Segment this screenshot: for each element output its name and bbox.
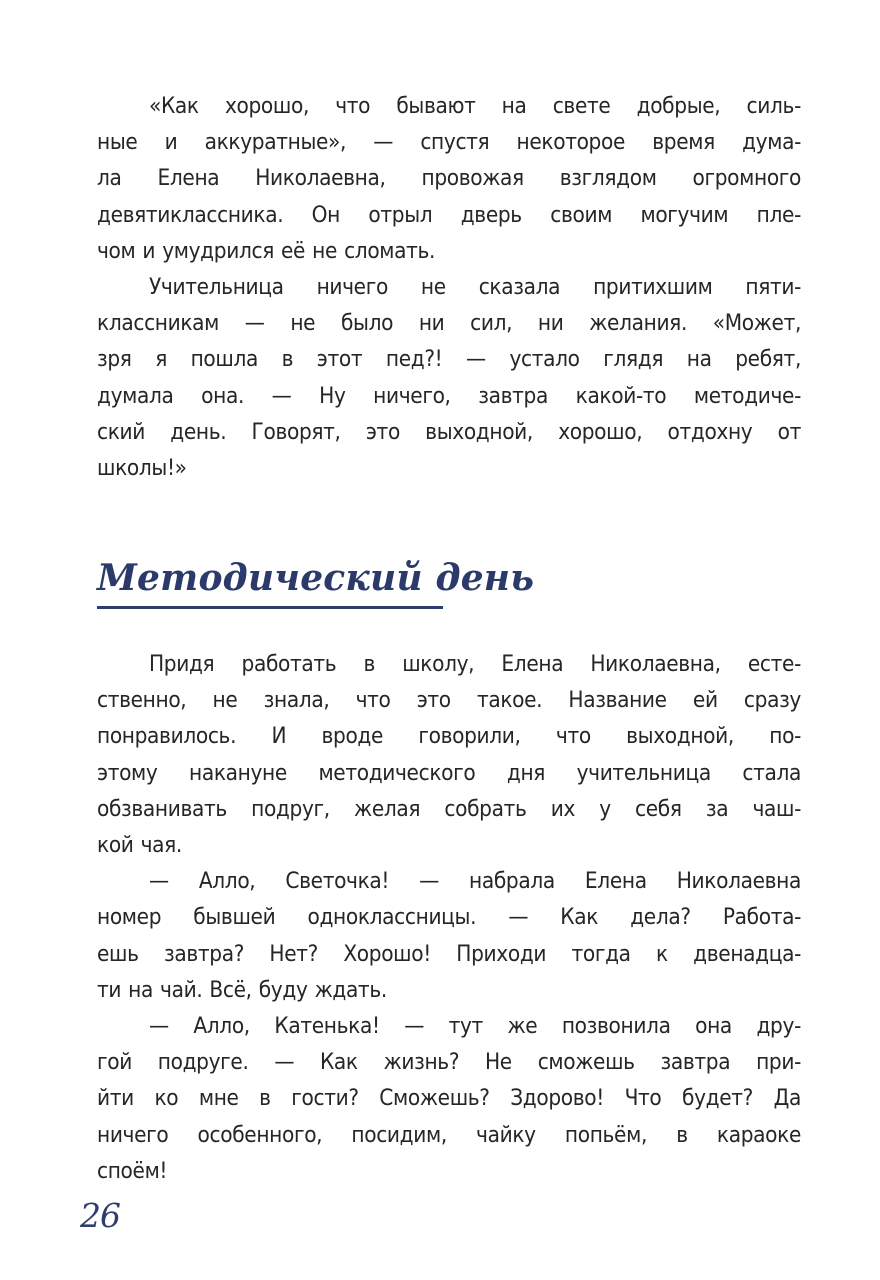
text-line: Придя работать в школу, Елена Николаевна, есте- — [149, 651, 801, 677]
text-line: девятиклассника. Он отрыл дверь своим могучим пле- — [97, 201, 801, 228]
page-number: 26 — [80, 1196, 120, 1235]
text-line: обзванивать подруг, желая собрать их у себя за чаш- — [97, 795, 801, 822]
paragraph — [97, 863, 801, 1008]
paragraph — [97, 646, 801, 863]
section-text-block — [97, 646, 801, 1189]
text-line: гой подруге. — Как жизнь? Не сможешь завтра при- — [97, 1049, 801, 1076]
intro-text-block — [97, 88, 801, 486]
text-line: — Алло, Катенька! — тут же позвонила она дру- — [149, 1013, 801, 1040]
text-line: этому накануне методического дня учительница стала — [97, 759, 801, 786]
text-line: йти ко мне в гости? Сможешь? Здорово! Что будет? Да — [97, 1085, 801, 1112]
text-line: ничего особенного, посидим, чайку попьём, в караоке — [97, 1121, 801, 1148]
text-line: понравилось. И вроде говорили, что выходной, по- — [97, 723, 801, 750]
text-line: ные и аккуратные», — спустя некоторое время дума- — [97, 129, 801, 156]
text-line: ти на чай. Всё, буду ждать. — [97, 976, 387, 1003]
paragraph — [97, 269, 801, 486]
text-line: «Как хорошо, что бывают на свете добрые, силь- — [149, 93, 801, 119]
text-line: споём! — [97, 1157, 168, 1184]
text-line: — Алло, Светочка! — набрала Елена Николаевна — [149, 868, 801, 895]
text-line: номер бывшей одноклассницы. — Как дела? Работа- — [97, 904, 801, 931]
text-line: школы!» — [97, 455, 187, 482]
text-line: ешь завтра? Нет? Хорошо! Приходи тогда к двенадца- — [97, 940, 801, 967]
text-line: кой чая. — [97, 832, 182, 859]
text-line: ственно, не знала, что это такое. Название ей сразу — [97, 687, 801, 714]
text-line: ла Елена Николаевна, провожая взглядом огромного — [97, 165, 801, 192]
text-line: классникам — не было ни сил, ни желания. «Может, — [97, 310, 801, 337]
text-line: думала она. — Ну ничего, завтра какой-то методиче- — [97, 382, 801, 409]
text-line: Учительница ничего не сказала притихшим пяти- — [149, 274, 801, 301]
heading-underline — [97, 606, 443, 609]
section-title: Методический день — [97, 557, 535, 599]
text-line: зря я пошла в этот пед?! — устало глядя на ребят, — [97, 346, 801, 373]
paragraph — [97, 1008, 801, 1189]
text-line: ский день. Говорят, это выходной, хорошо, отдохну от — [97, 418, 801, 445]
paragraph — [97, 88, 801, 269]
text-line: чом и умудрился её не сломать. — [97, 237, 436, 264]
section-heading — [97, 556, 535, 609]
